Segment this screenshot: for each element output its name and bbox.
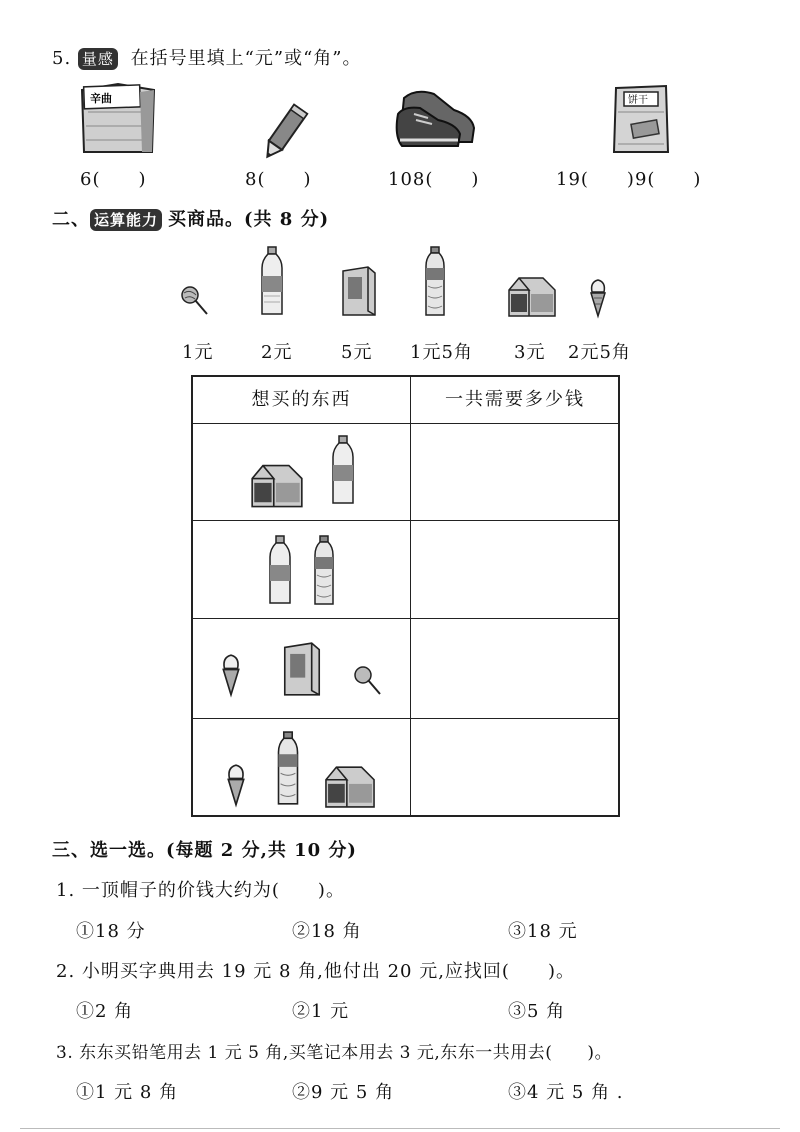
table-row-divider	[193, 520, 618, 521]
table-row-2-answer[interactable]	[412, 522, 620, 617]
question-3-option-3[interactable]: ③4 元 5 角 .	[508, 1082, 624, 1103]
milk-carton-icon	[323, 763, 377, 809]
q5-item-2-label: 8( )	[245, 169, 312, 190]
juice-box-icon	[340, 265, 378, 317]
tall-bottle-icon	[274, 731, 302, 807]
q5-item-4-label: 19( )9( )	[556, 169, 702, 190]
price-lollipop: 1元	[182, 342, 214, 363]
price-milk-carton: 3元	[514, 342, 546, 363]
milk-carton-icon	[507, 274, 557, 318]
q5-item-1-label: 6( )	[80, 169, 147, 190]
section3-heading: 三、选一选。(每题 2 分,共 10 分)	[52, 840, 357, 861]
table-row-divider	[193, 618, 618, 619]
q5-header	[52, 44, 361, 70]
table-column-divider	[410, 377, 411, 815]
section2-heading: 二、	[52, 209, 90, 230]
page-bottom-rule	[20, 1128, 780, 1129]
q5-number: 5.	[52, 48, 72, 69]
bottle-icon	[267, 533, 293, 609]
q5-item-3-label: 108( )	[388, 169, 480, 190]
table-header-total: 一共需要多少钱	[445, 389, 585, 410]
biscuit-pack-text: 辛曲	[90, 92, 112, 105]
question-1-option-2[interactable]: ②18 角	[292, 921, 362, 942]
juice-box-icon	[281, 641, 323, 697]
pencil-icon	[260, 102, 308, 164]
table-row-1-answer[interactable]	[412, 425, 620, 519]
table-row-3-answer[interactable]	[412, 620, 620, 717]
price-ice-cream: 2元5角	[568, 342, 631, 363]
question-2-option-2[interactable]: ②1 元	[292, 1001, 350, 1022]
question-3: 3. 东东买铅笔用去 1 元 5 角,买笔记本用去 3 元,东东一共用去( )。	[56, 1043, 613, 1063]
table-row-divider	[193, 718, 618, 719]
cookie-bag-text: 饼干	[628, 95, 648, 106]
tall-bottle-icon	[311, 533, 337, 609]
question-2-option-1[interactable]: ①2 角	[76, 1001, 134, 1022]
ice-cream-icon	[588, 278, 608, 318]
table-header-divider	[193, 423, 618, 424]
section2-title: 买商品。(共 8 分)	[168, 209, 330, 230]
q5-text: 在括号里填上“元”或“角”。	[130, 48, 362, 69]
question-2-option-3[interactable]: ③5 角	[508, 1001, 566, 1022]
milk-carton-icon	[250, 461, 304, 509]
question-1-option-3[interactable]: ③18 元	[508, 921, 578, 942]
shoes-icon	[394, 84, 480, 150]
question-3-option-2[interactable]: ②9 元 5 角	[292, 1082, 395, 1103]
section2-header	[52, 205, 329, 231]
lollipop-icon	[353, 665, 383, 697]
shopping-table	[191, 375, 620, 817]
price-bottle: 2元	[261, 342, 293, 363]
question-2: 2. 小明买字典用去 19 元 8 角,他付出 20 元,应找回( )。	[56, 961, 575, 982]
question-1-option-1[interactable]: ①18 分	[76, 921, 146, 942]
q5-tag-badge: 量感	[78, 48, 118, 70]
bottle-icon	[330, 433, 356, 509]
ice-cream-icon	[225, 763, 247, 807]
price-juice-box: 5元	[341, 342, 373, 363]
bottle-icon	[259, 246, 285, 318]
question-1: 1. 一顶帽子的价钱大约为( )。	[56, 880, 345, 901]
ice-cream-icon	[220, 653, 242, 697]
tall-bottle-icon	[422, 246, 448, 318]
cookie-bag-icon	[610, 82, 672, 156]
table-header-items: 想买的东西	[251, 389, 352, 410]
question-3-option-1[interactable]: ①1 元 8 角	[76, 1082, 179, 1103]
biscuit-pack-icon	[78, 82, 158, 158]
lollipop-icon	[180, 285, 210, 317]
table-row-4-answer[interactable]	[412, 720, 620, 815]
section2-tag-badge: 运算能力	[90, 209, 162, 231]
price-tall-bottle: 1元5角	[410, 342, 473, 363]
